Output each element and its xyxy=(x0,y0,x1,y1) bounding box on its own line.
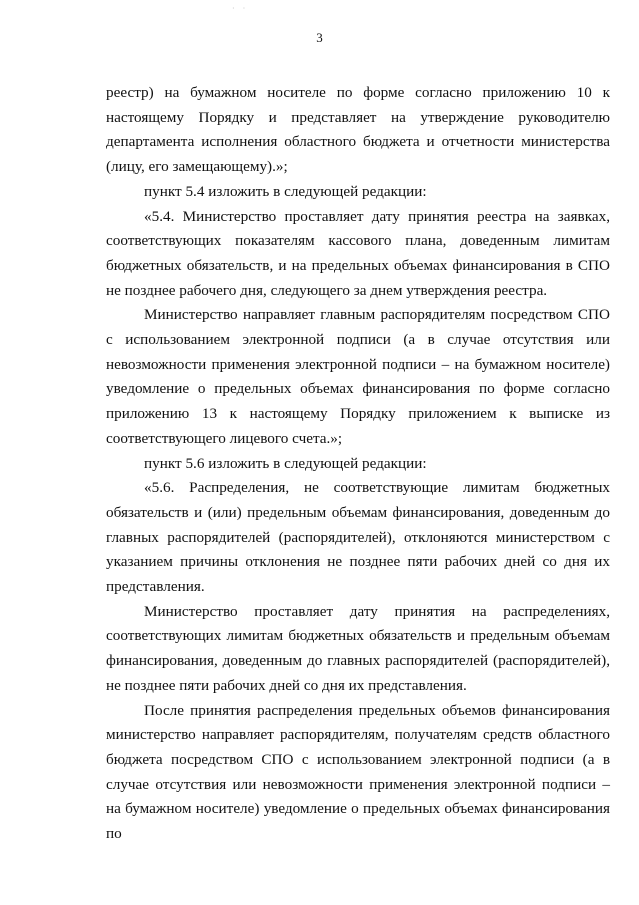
paragraph-5-6-acceptance: Министерство проставляет дату принятия на распределениях, соответствующих лимитам бюджетных обязательств и предельным объемам финансирования, доведенным до главных распорядителей (распорядителей), не позднее пяти рабочих дней со дня их представления. xyxy=(106,602,610,694)
paragraph-5-4-text: «5.4. Министерство проставляет дату принятия реестра на заявках, соответствующих показателям кассового плана, доведенным лимитам бюджетных обязательств, и на предельных объемах финансирования в СПО не позднее рабочего дня, следующего за днем утверждения реестра. xyxy=(106,207,610,299)
paragraph-continuation: реестр) на бумажном носителе по форме согласно приложению 10 к настоящему Порядку и представляет на утверждение руководителю департамента исполнения областного бюджета и отчетности министерства (лицу, его замещающему).»; xyxy=(106,84,610,176)
paragraph-5-6-text: «5.6. Распределения, не соответствующие лимитам бюджетных обязательств и (или) предельным объемам финансирования, доведенным до главных распорядителей (распорядителей), отклоняются министерством с указанием причины отклонения не позднее пяти рабочих дней со дня их представления. xyxy=(106,479,610,596)
paragraph-5-4-notification: Министерство направляет главным распорядителям посредством СПО с использованием электронной подписи (а в случае отсутствия или невозможности применения электронной подписи – на бумажном носителе) уведомление о предельных объемах финансирования по форме согласно приложению 13 к настоящему Порядку приложением к выписке из соответствующего лицевого счета.»; xyxy=(106,306,610,447)
paragraph-5-6-notification: После принятия распределения предельных объемов финансирования министерство направляет распорядителям, получателям средств областного бюджета посредством СПО с использованием электронной подписи (а в случае отсутствия или невозможности применения электронной подписи – на бумажном носителе) уведомление о предельных объемах финансирования по xyxy=(106,701,610,843)
page-number: 3 xyxy=(316,30,323,45)
document-body xyxy=(106,81,610,847)
paragraph-amendment-5-6-intro: пункт 5.6 изложить в следующей редакции: xyxy=(144,454,427,472)
scan-artifact: · · xyxy=(232,4,249,13)
paragraph-amendment-5-4-intro: пункт 5.4 изложить в следующей редакции: xyxy=(144,182,427,200)
